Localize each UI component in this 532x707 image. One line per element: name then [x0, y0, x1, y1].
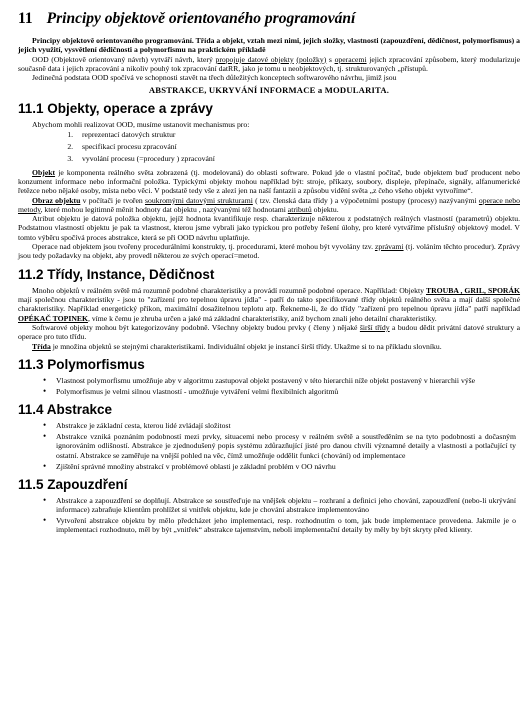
text-run: v počítači je tvořen [80, 195, 145, 205]
text-run: je množina objektů se stejnými charakteristikami. Individuální objekt je instancí širší třídy. Ukažme si to na příkladu slovníku. [50, 341, 442, 351]
underlined-term: atributů [287, 204, 312, 214]
abstrakce-list [18, 421, 520, 470]
section-11-2-heading: 11.2 Třídy, Instance, Dědičnost [18, 266, 215, 282]
list-item: • Abstrakce je základní cesta, kterou lidé zvládají složitost [56, 421, 520, 430]
underlined-term: propojuje datové objekty [215, 54, 294, 64]
paragraph-objekty-realny-svet [18, 286, 520, 323]
text-run: , které mohou legitimně měnit hodnoty dat objektu , nazývanými též hodnotami [40, 204, 288, 214]
section-11-3-heading: 11.3 Polymorfismus [18, 356, 145, 372]
paragraph-objekt [18, 168, 520, 196]
zapouzdreni-list [18, 496, 520, 535]
text-run: OOD (Objektově orientovaný návrh) vytváří návrh, který [32, 54, 216, 64]
text-run: a budou dědit privátní datové struktury a operace pro tuto třídu. [18, 323, 521, 342]
list-item: • Abstrakce a zapouzdření se doplňují. Abstrakce se soustřeďuje na vnějšek objektu – rozhraní a definici jeho chování, zapouzdření (nebo-li ukrývání informace) zabraňuje klientům prohlížet si vnitřek objektu, kde je chování abstrakce implementováno [56, 496, 520, 515]
list-item: • Vlastnost polymorfismu umožňuje aby v algoritmu zastupoval objekt postavený v této hierarchii níže objekt postavený v hierarchii výše [56, 376, 520, 385]
list-item: • Polymorfismus je velmi silnou vlastností - umožňuje vytváření velmi flexibilních algoritmů [56, 387, 520, 396]
intro-lead: Principy objektově orientovaného programování. Třída a objekt, vztah mezi nimi, jejich složky, vlastnosti (zapouzdření, dědičnost, polymorfismus) a jejich využití, vysvětlení dědičnosti a polymorfismu na praktickém příkladě [18, 36, 520, 55]
list-item: • Abstrakce vzniká poznáním podobností mezi prvky, situacemi nebo procesy v reálném světě a soustředěním se na tyto podobnosti a dočasným ignorováním odlišností. Abstrakce je zjednodušený popis systému zdůrazňující jisté pro danou chvíli významné detaily a vlastnosti a potlačující ty ostatní. Abstrakce se zaměřuje na vnější pohled na věc, čímž umožňuje oddělit funkci (chování) od implementace [56, 432, 520, 460]
underlined-term: (položky) [296, 54, 327, 64]
chapter-title-text: Principy objektově orientovaného programování [46, 10, 356, 27]
intro-paragraph-concepts: Jedinečná podstata OOD spočívá ve schopnosti stavět na třech důležitých konceptech softwarového návrhu, jimiž jsou [32, 73, 397, 83]
text-run: , víme k čemu je zhruba určen a jaké má základní charakteristiky, aniž bychom znali jeho detailní charakteristiky. [87, 313, 437, 323]
concepts-line: ABSTRAKCE, UKRYVÁNÍ INFORMACE a MODULARITA. [148, 84, 390, 95]
paragraph-atribut: Atribut objektu je datová položka objektu, jejíž hodnota kvantifikuje resp. charakterizuje některou z podstatných reálných vlastností (parametrů) objektu. Podstatnou vlastností objektu je pak ta vlastnost, kterou jsme vybrali jako typickou pro potřeby řešení úlohy, pro které vytváříme příslušný objektový model. V tomto výběru spočívá proces abstrakce, která se při OOD návrhu uplatňuje. [18, 214, 520, 242]
text-run: Softwarové objekty mohou být kategorizovány podobně. Všechny objekty budou prvky ( členy ) nějaké [32, 323, 360, 333]
list-item: 3. vyvolání procesu (=procedury ) zpracování [75, 153, 520, 165]
underlined-term: zprávami [374, 242, 404, 252]
section-11-1-heading: 11.1 Objekty, operace a zprávy [18, 100, 213, 116]
chapter-title [18, 10, 520, 27]
intro-paragraph-ood [18, 55, 520, 74]
example-objects: TROUBA , GRIL, SPORÁK [425, 285, 521, 295]
s111-lead: Abychom mohli realizovat OOD, musíme ustanovit mechanismus pro: [32, 120, 250, 129]
underlined-term: soukromými datovými strukturami [144, 195, 253, 205]
paragraph-trida [18, 342, 520, 351]
text-run: Operace nad objektem jsou tvořeny procedurálními konstrukty, tj. procedurami, které mohou být vyvolány tzv. [32, 242, 375, 252]
underlined-term: operacemi [334, 54, 367, 64]
section-11-4-heading: 11.4 Abstrakce [18, 402, 113, 418]
example-object: OPÉKAČ TOPINEK [18, 313, 88, 323]
text-run: objektu. [311, 204, 339, 214]
section-11-5-heading: 11.5 Zapouzdření [18, 476, 128, 492]
list-item: • Vytvoření abstrakce objektu by mělo předcházet jeho implementaci, resp. rozhodnutím o tom, jak bude implementace provedena. Jakmile je o implementaci rozhodnuto, měl by být „vnitřek“ abstrakce tajemstvím, neboli implementační detaily by měly by být skryty před klienty. [56, 516, 520, 535]
paragraph-obraz-objektu [18, 196, 520, 215]
term-obraz-objektu: Obraz objektu [32, 195, 81, 205]
chapter-number: 11 [18, 10, 33, 27]
text-run: (tj. voláním těchto procedur). Zprávy jsou tedy požadavky na objekt, aby provedl některou ze svých operací=metod. [18, 242, 520, 261]
polymorfismus-list [18, 376, 520, 396]
text-run: mají společnou charakteristiky - jsou to "zařízení pro tepelnou úpravu jídla" - patří do takto specifikované třídy objektů reálného světa a mají další společné charakteristiky. Například energetický příkon, maximální dosažitelnou teplotu atp. Řekneme-li, že do třídy "zařízení pro tepelnou úpravu jídla" patří například [18, 295, 520, 314]
underlined-term: širší třídy [359, 323, 390, 333]
text-run: s [326, 54, 335, 64]
paragraph-operace [18, 242, 520, 261]
term-objekt: Objekt [32, 167, 56, 177]
list-item: 2. specifikací procesu zpracování [75, 141, 520, 153]
list-item: • Zjištění správné množiny abstrakcí v problémové oblasti je základní problém v OO návrhu [56, 462, 520, 471]
underlined-term: metody [18, 204, 41, 214]
text-run: Mnoho objektů v reálném světě má rozumně podobné charakteristiky a provádí rozumně podobné operace. Například: Objekty [32, 285, 426, 295]
underlined-term: operace nebo [478, 195, 520, 205]
text-run: je komponenta reálného světa zobrazená (tj. modelovaná) do oblasti software. Pokud jde o vlastní počítač, bude objektem buď producent nebo konzument informace nebo informační položka. Typickými objekty mohou například být: stroje, příkazy, soubory, displeje, přepínače, signály, alfanumerické řetězce nebo nějaké osoby, místa nebo věci. V podstatě tedy vše z alezí jen na naší fantazii a způsobu vidění světa „z čeho všeho objekt vytvoříme“. [18, 167, 520, 196]
paragraph-softwarove-objekty [18, 323, 520, 342]
mechanism-list [18, 129, 520, 164]
text-run: jejich zpracování způsobem, který modularizuje současně data i jejich zpracování a nikoliv pouhý tok zpracování datRR, jako je tomu u neobjektových, tj. strukturovaných „přístupů. [18, 54, 520, 73]
text-run: ( tzv. členská data třídy ) a výpočetními postupy (procesy) nazývanými [252, 195, 479, 205]
term-trida: Třída [32, 341, 51, 351]
list-item: 1. reprezentací datových struktur [75, 129, 520, 141]
